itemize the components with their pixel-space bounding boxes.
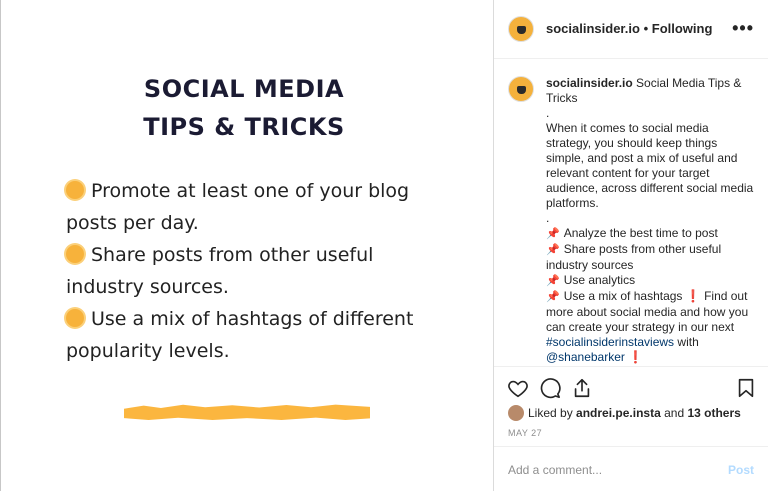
comment-input[interactable]: Add a comment... <box>508 463 603 477</box>
exclamation-icon: ❗ <box>685 289 701 303</box>
header-separator: • <box>643 21 649 36</box>
caption-bullet-3: 📌 Use analytics <box>546 273 636 287</box>
more-options-icon[interactable]: ••• <box>732 18 754 38</box>
tip-2-line-1: Share posts from other useful <box>91 244 374 266</box>
pushpin-icon: 📌 <box>546 275 560 287</box>
caption-area <box>494 58 768 366</box>
caption-bullet-4: 📌 Use a mix of hashtags ❗ Find out more about social media and how you can create your strategy in our next #socialinsiderinstaviews with @shanebarker ❗ <box>546 289 749 364</box>
mention-link[interactable]: @shanebarker <box>546 350 625 364</box>
tip-2 <box>66 239 466 303</box>
action-bar <box>494 366 768 447</box>
caption-bullet-2: 📌 Share posts from other useful industry sources <box>546 242 722 272</box>
pushpin-icon: 📌 <box>546 291 560 303</box>
bookmark-icon[interactable] <box>735 377 757 399</box>
caption-dot-2: . <box>546 211 550 225</box>
post-date[interactable]: MAY 27 <box>508 428 543 438</box>
image-title-line-2: TIPS & TRICKS <box>143 113 345 141</box>
sun-bullet-icon <box>66 309 84 327</box>
tip-2-line-2: industry sources. <box>66 276 229 298</box>
caption-body: When it comes to social media strategy, you should keep things simple, and post a mix of useful and relevant content for your target audience, across different social media platforms. <box>546 121 754 210</box>
pushpin-icon: 📌 <box>546 244 560 256</box>
brush-stroke-decoration <box>124 404 370 420</box>
tip-1-line-1: Promote at least one of your blog <box>91 180 410 202</box>
hashtag-link[interactable]: #socialinsiderinstaviews <box>546 335 675 349</box>
caption-title: Social Media Tips & Tricks <box>546 76 742 105</box>
pushpin-icon: 📌 <box>546 228 560 240</box>
tip-3 <box>66 303 466 367</box>
comment-box <box>494 446 768 492</box>
sun-bullet-icon <box>66 181 84 199</box>
header-account <box>546 21 712 36</box>
caption-dot-1: . <box>546 106 550 120</box>
caption-username[interactable]: socialinsider.io <box>546 76 633 90</box>
caption-bullet-1: 📌 Analyze the best time to post <box>546 226 718 240</box>
liked-user-link[interactable]: andrei.pe.insta <box>576 406 661 420</box>
tip-3-line-2: popularity levels. <box>66 340 230 362</box>
liked-others-link[interactable]: 13 others <box>687 406 741 420</box>
image-title <box>0 70 488 146</box>
post-header <box>494 0 768 59</box>
comment-icon[interactable] <box>539 377 561 399</box>
tip-1-line-2: posts per day. <box>66 212 199 234</box>
exclamation-icon: ❗ <box>628 350 644 364</box>
liked-and: and <box>664 406 685 420</box>
caption-closing: Find out more about social media and how you can create your strategy in our next <box>546 289 749 334</box>
caption-text <box>546 76 756 365</box>
post-sidebar <box>494 0 768 491</box>
likes-summary <box>508 405 741 421</box>
post-comment-button[interactable]: Post <box>727 463 754 477</box>
liker-avatar <box>508 405 524 421</box>
liked-prefix: Liked by <box>528 406 573 420</box>
avatar[interactable] <box>508 16 534 42</box>
sun-bullet-icon <box>66 245 84 263</box>
caption-with: with <box>677 335 699 349</box>
following-button[interactable]: Following <box>651 21 713 36</box>
avatar[interactable] <box>508 76 534 102</box>
tip-1 <box>66 175 466 239</box>
header-username[interactable]: socialinsider.io <box>546 21 640 36</box>
tip-3-line-1: Use a mix of hashtags of different <box>91 308 414 330</box>
image-title-line-1: SOCIAL MEDIA <box>143 75 345 103</box>
share-icon[interactable] <box>571 377 593 399</box>
heart-icon[interactable] <box>507 377 529 399</box>
